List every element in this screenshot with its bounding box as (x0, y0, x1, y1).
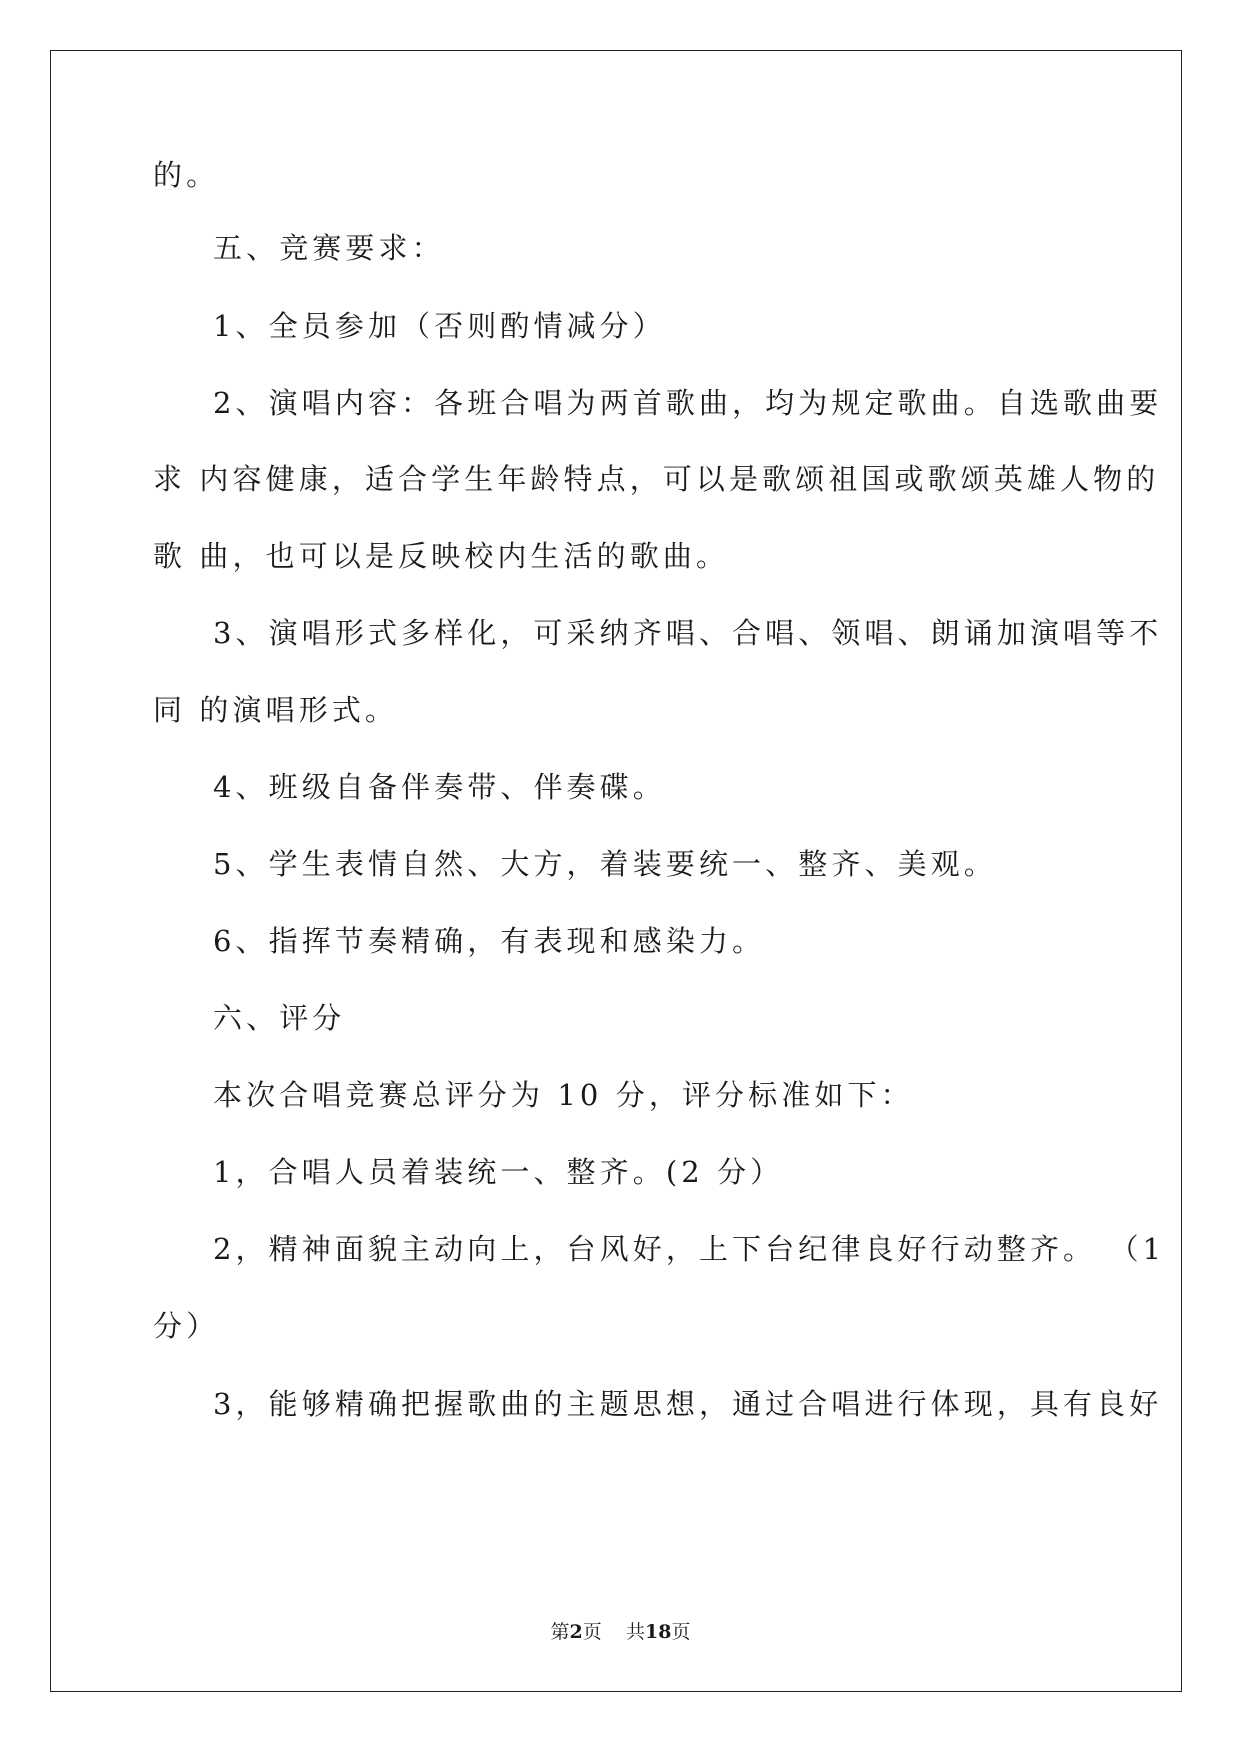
text-line-3: 1、全员参加（否则酌情减分） (213, 309, 666, 343)
text-line-11: 6、指挥节奏精确，有表现和感染力。 (213, 924, 766, 958)
footer-total-number: 18 (644, 1621, 672, 1643)
footer-page-suffix: 页 (582, 1621, 602, 1643)
text-line-1: 的。 (153, 158, 220, 192)
footer-page-prefix: 第 (550, 1621, 570, 1643)
text-line-15: 2，精神面貌主动向上，台风好，上下台纪律良好行动整齐。 （1 (213, 1232, 1166, 1266)
text-line-16: 分） (153, 1309, 220, 1343)
section-heading-6: 六、评分 (213, 1001, 346, 1035)
footer-total-prefix: 共 (625, 1621, 645, 1643)
text-line-17: 3，能够精确把握歌曲的主题思想，通过合唱进行体现，具有良好 (213, 1387, 1163, 1421)
footer-page-number: 2 (569, 1621, 583, 1643)
text-line-6: 歌 曲，也可以是反映校内生活的歌曲。 (153, 539, 730, 573)
text-line-4: 2、演唱内容：各班合唱为两首歌曲，均为规定歌曲。自选歌曲要 (213, 386, 1163, 420)
section-heading-5: 五、竞赛要求： (213, 231, 445, 265)
text-line-14: 1，合唱人员着装统一、整齐。(2 分） (213, 1155, 784, 1189)
text-line-7: 3、演唱形式多样化，可采纳齐唱、合唱、领唱、朗诵加演唱等不 (213, 616, 1163, 650)
text-line-10: 5、学生表情自然、大方，着装要统一、整齐、美观。 (213, 847, 997, 881)
page-footer (0, 1620, 1241, 1644)
text-line-8: 同 的演唱形式。 (153, 693, 399, 727)
text-line-5: 求 内容健康，适合学生年龄特点，可以是歌颂祖国或歌颂英雄人物的 (153, 462, 1160, 496)
text-line-9: 4、班级自备伴奏带、伴奏碟。 (213, 770, 666, 804)
footer-total-suffix: 页 (671, 1621, 691, 1643)
text-line-13: 本次合唱竞赛总评分为 10 分，评分标准如下： (213, 1078, 914, 1112)
